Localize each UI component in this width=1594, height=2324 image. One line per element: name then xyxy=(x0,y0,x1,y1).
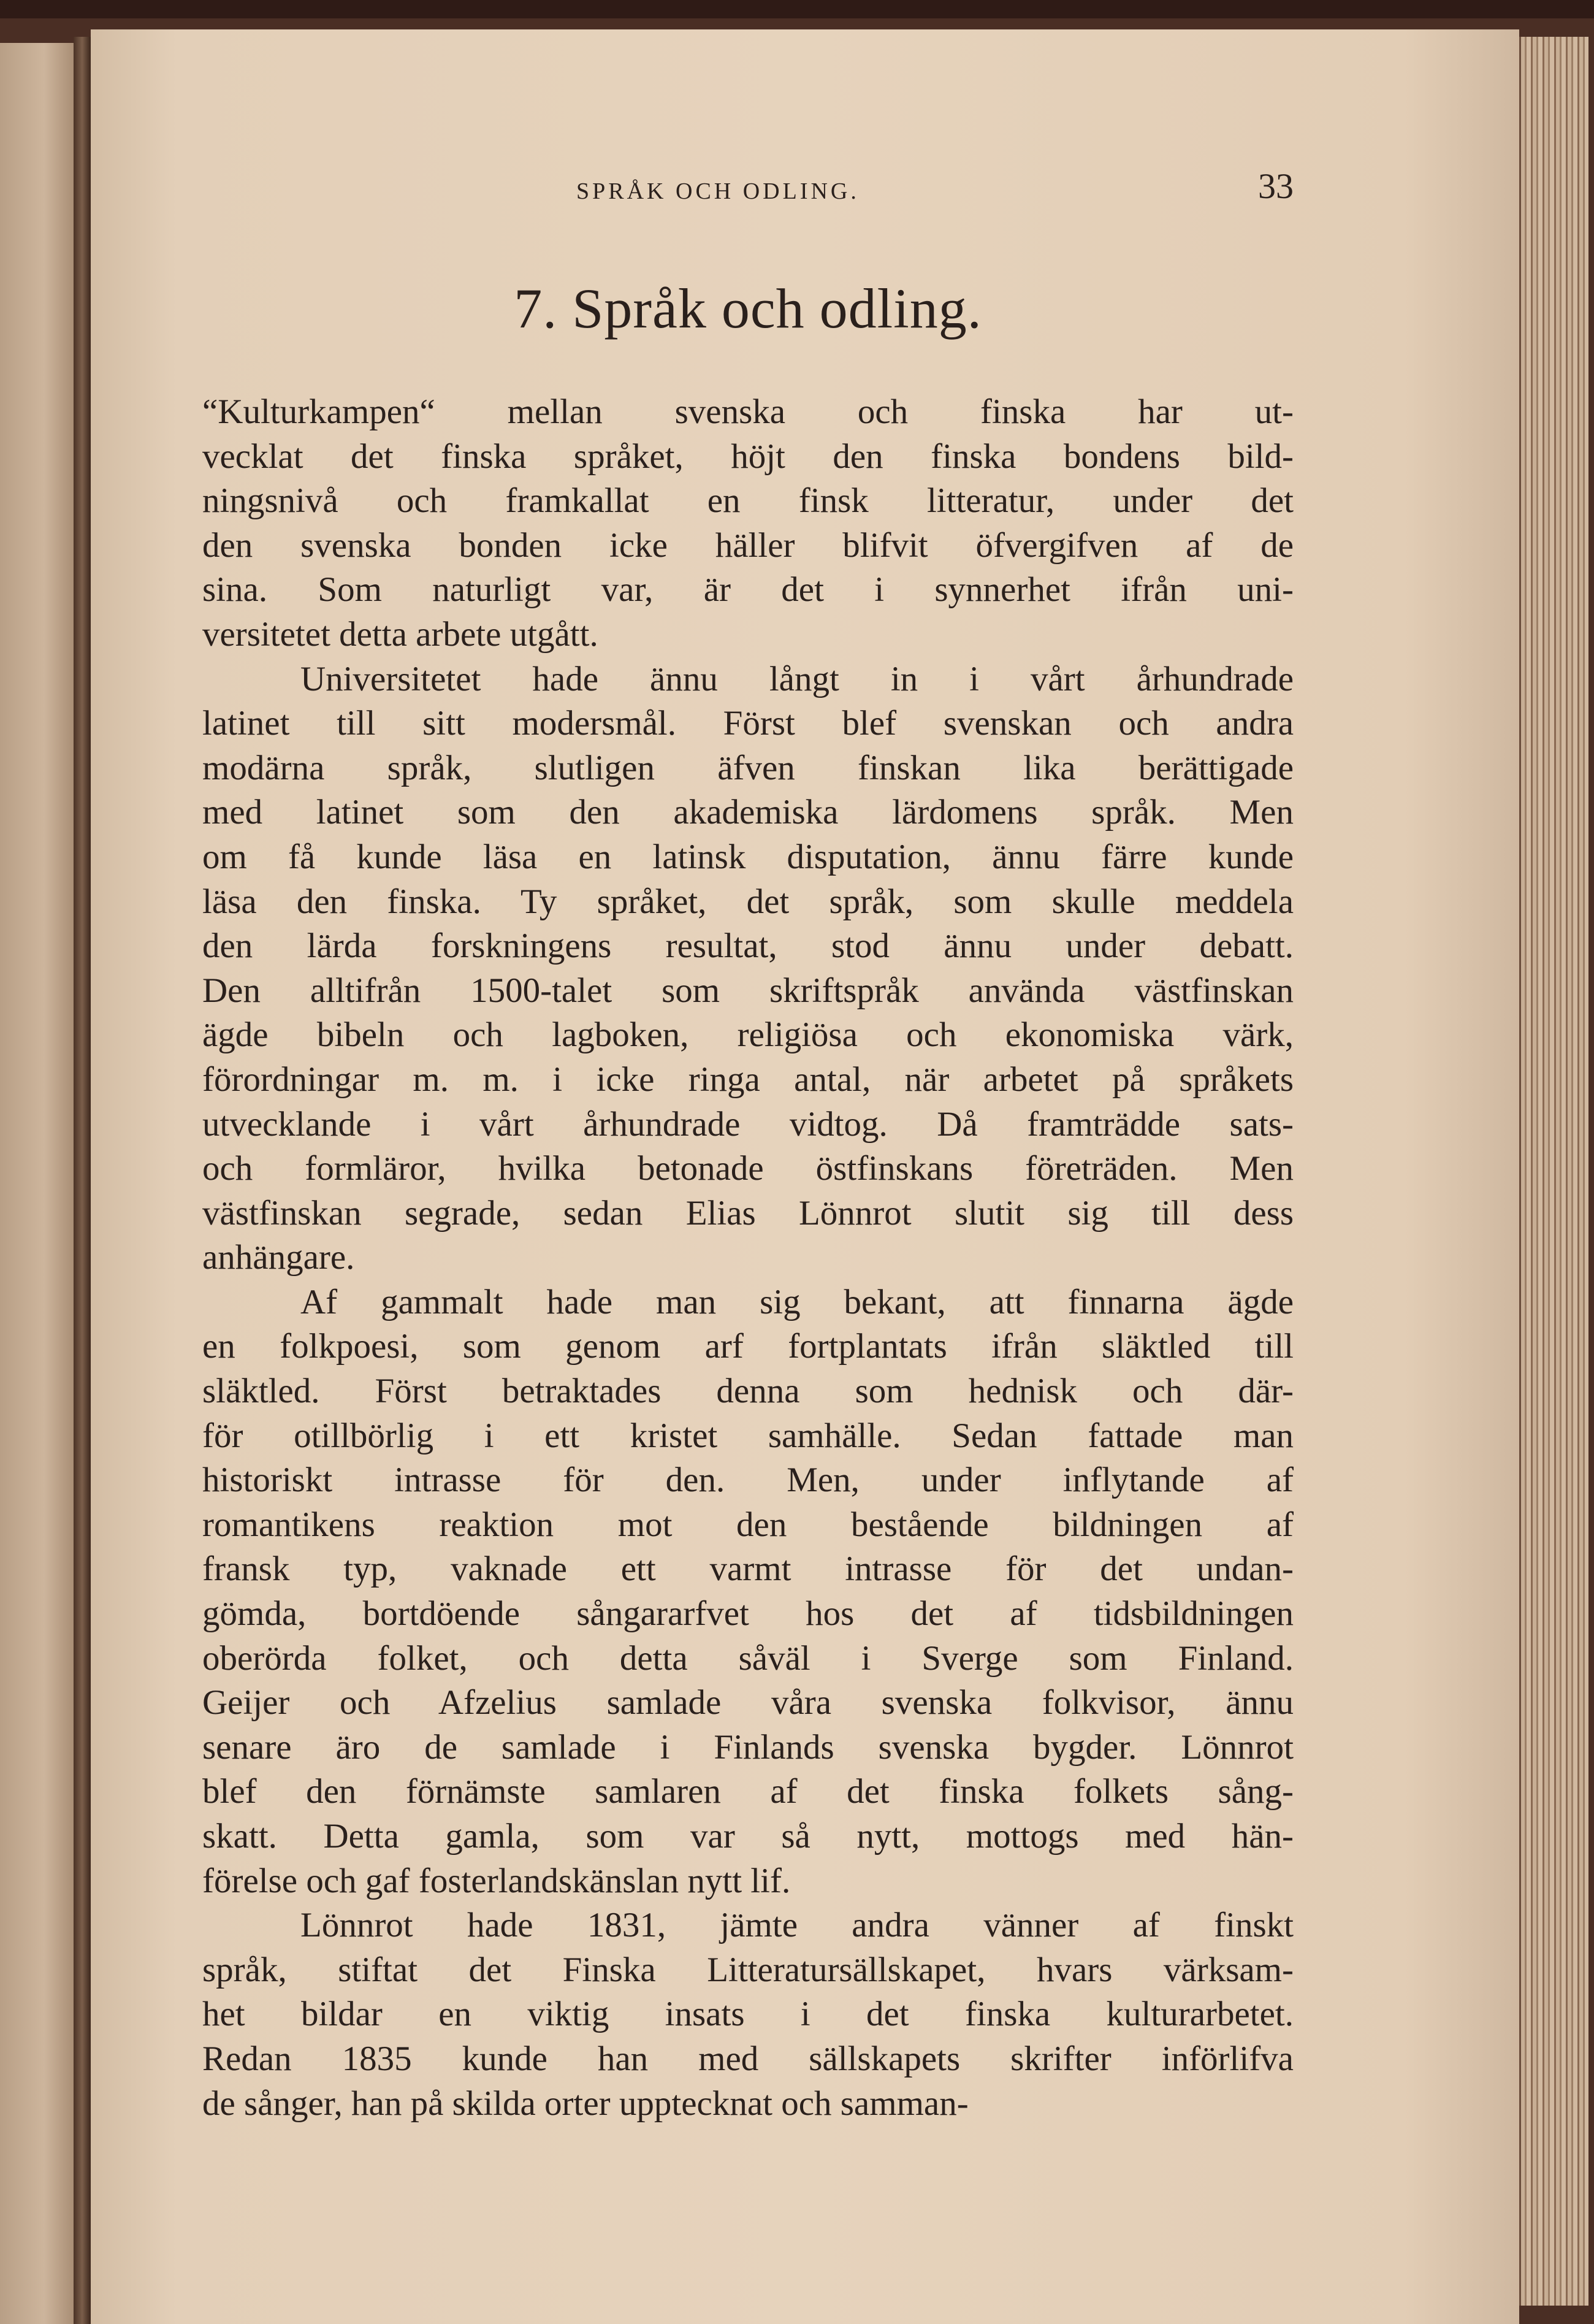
text-line: de sånger, han på skilda orter upptecknat och samman- xyxy=(202,2084,969,2123)
text-line: språk, stiftat det Finska Litteratursällskapet, hvars värksam- xyxy=(202,1950,1294,1989)
paragraph xyxy=(202,1280,1294,1903)
text-line: för otillbörlig i ett kristet samhälle. Sedan fattade man xyxy=(202,1416,1294,1455)
text-line: ningsnivå och framkallat en finsk litteratur, under det xyxy=(202,481,1294,521)
text-line: het bildar en viktig insats i det finska kulturarbetet. xyxy=(202,1995,1294,2034)
text-line: latinet till sitt modersmål. Först blef svenskan och andra xyxy=(202,704,1294,743)
text-line: vecklat det finska språket, höjt den finska bondens bild- xyxy=(202,437,1294,476)
text-line: anhängare. xyxy=(202,1238,355,1277)
text-line: och formläror, hvilka betonade östfinskans företräden. Men xyxy=(202,1149,1294,1188)
text-line: om få kunde läsa en latinsk disputation, ännu färre kunde xyxy=(202,837,1294,876)
page-number: 33 xyxy=(1258,166,1294,206)
page-stack-edges xyxy=(1519,37,1588,2306)
text-line: västfinskan segrade, sedan Elias Lönnrot slutit sig till dess xyxy=(202,1193,1294,1233)
book-gutter xyxy=(74,37,91,2324)
text-line: en folkpoesi, som genom arf fortplantats ifrån släktled till xyxy=(202,1327,1294,1366)
text-line: den lärda forskningens resultat, stod ännu under debatt. xyxy=(202,927,1294,966)
text-line: förelse och gaf fosterlandskänslan nytt lif. xyxy=(202,1861,791,1900)
text-line: skatt. Detta gamla, som var så nytt, mottogs med hän- xyxy=(202,1817,1294,1856)
text-line: romantikens reaktion mot den bestående bildningen af xyxy=(202,1505,1294,1544)
text-line: Lönnrot hade 1831, jämte andra vänner af finskt xyxy=(300,1906,1294,1945)
text-line: förordningar m. m. i icke ringa antal, när arbetet på språkets xyxy=(202,1060,1294,1099)
chapter-title: 7. Språk och odling. xyxy=(514,277,982,340)
text-line: oberörda folket, och detta såväl i Sverge som Finland. xyxy=(202,1638,1294,1678)
body-text xyxy=(202,390,1294,2126)
book-binding-top xyxy=(0,0,1594,18)
text-line: läsa den finska. Ty språket, det språk, som skulle meddela xyxy=(202,882,1294,921)
text-line: modärna språk, slutligen äfven finskan lika berättigade xyxy=(202,748,1294,787)
running-head xyxy=(202,159,1294,208)
previous-page-edge xyxy=(0,43,74,2324)
paragraph xyxy=(202,1903,1294,2126)
text-line: Af gammalt hade man sig bekant, att finnarna ägde xyxy=(300,1282,1294,1321)
text-line: Universitetet hade ännu långt in i vårt århundrade xyxy=(300,659,1294,698)
text-line: fransk typ, vaknade ett varmt intrasse för det undan- xyxy=(202,1550,1294,1589)
text-line: historiskt intrasse för den. Men, under inflytande af xyxy=(202,1461,1294,1500)
text-line: Geijer och Afzelius samlade våra svenska folkvisor, ännu xyxy=(202,1683,1294,1722)
text-line: Redan 1835 kunde han med sällskapets skrifter införlifva xyxy=(202,2039,1294,2078)
text-line: med latinet som den akademiska lärdomens språk. Men xyxy=(202,793,1294,832)
running-head-title: SPRÅK OCH ODLING. xyxy=(576,178,860,204)
text-line: ägde bibeln och lagboken, religiösa och ekonomiska värk, xyxy=(202,1015,1294,1055)
page-content xyxy=(202,159,1294,2126)
text-line: sina. Som naturligt var, är det i synnerhet ifrån uni- xyxy=(202,570,1294,610)
text-line: gömda, bortdöende sångararfvet hos det af tidsbildningen xyxy=(202,1594,1294,1634)
text-line: “Kulturkampen“ mellan svenska och finska har ut- xyxy=(202,392,1294,431)
text-line: blef den förnämste samlaren af det finska folkets sång- xyxy=(202,1772,1294,1811)
text-line: versitetet detta arbete utgått. xyxy=(202,614,598,654)
text-line: Den alltifrån 1500-talet som skriftspråk använda västfinskan xyxy=(202,971,1294,1010)
text-line: utvecklande i vårt århundrade vidtog. Då framträdde sats- xyxy=(202,1104,1294,1144)
paragraph xyxy=(202,657,1294,1280)
text-line: släktled. Först betraktades denna som hednisk och där- xyxy=(202,1372,1294,1411)
text-line: senare äro de samlade i Finlands svenska bygder. Lönnrot xyxy=(202,1727,1294,1767)
text-line: den svenska bonden icke häller blifvit öfvergifven af de xyxy=(202,526,1294,565)
paragraph xyxy=(202,390,1294,657)
